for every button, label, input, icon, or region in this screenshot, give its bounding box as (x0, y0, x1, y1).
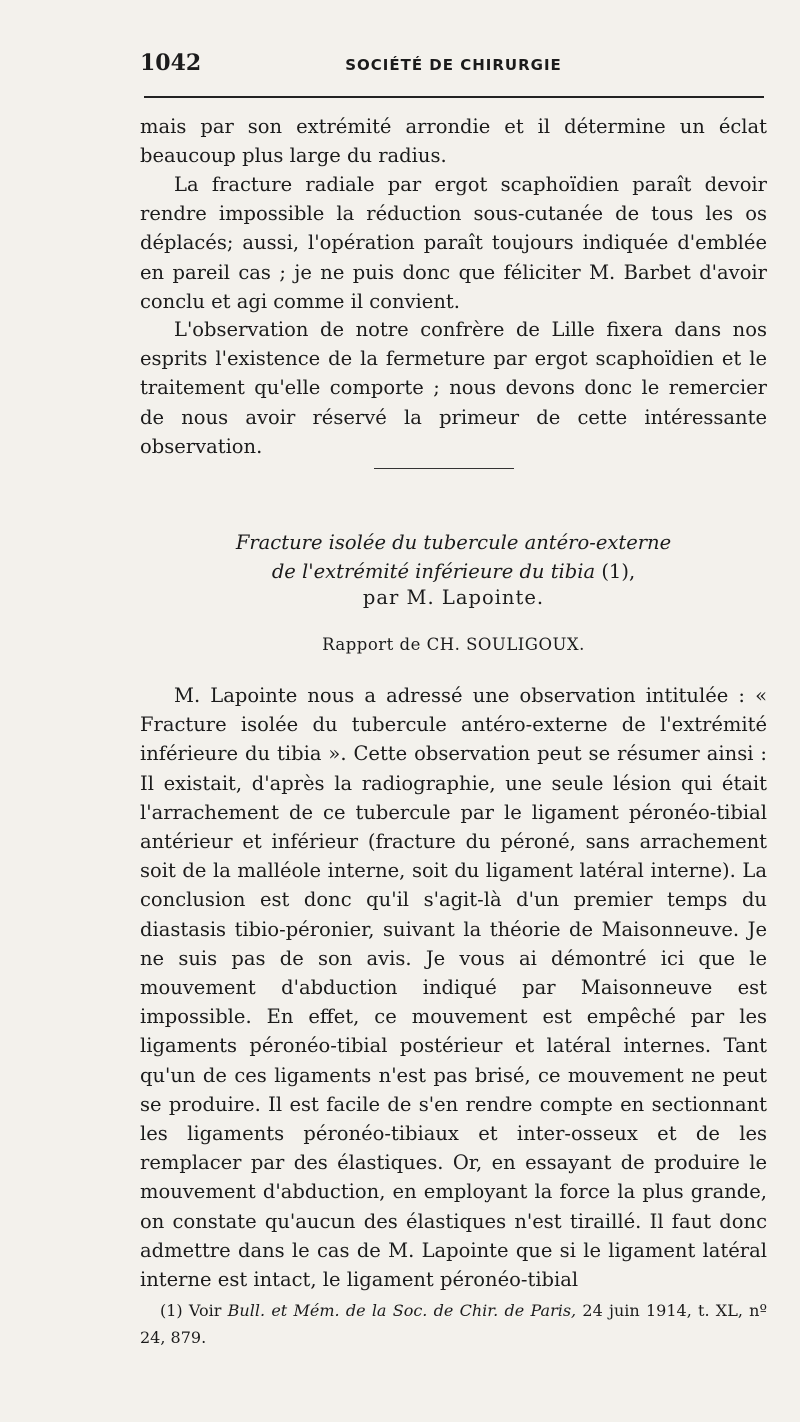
article-title (140, 528, 767, 586)
section-divider (374, 468, 514, 469)
running-head: SOCIÉTÉ DE CHIRURGIE (345, 56, 562, 74)
report-credit: Rapport de CH. SOULIGOUX. (322, 635, 585, 654)
footnote-suffix: 24 juin 1914, t. XL, nº 24, 879. (140, 1301, 768, 1347)
title-line-1: Fracture isolée du tubercule antéro-externe (235, 531, 672, 554)
article-body: M. Lapointe nous a adressé une observation intitulée : « Fracture isolée du tubercule antéro-externe de l'extrémité inférieure du tibia ». Cette observation peut se résumer ainsi : Il existait, d'après la radiographie, une seule lésion qui était l'arrachement de ce tubercule par le ligament péronéo-tibial antérieur et inférieur (fracture du péroné, sans arrachement soit de la malléole interne, soit du ligament latéral interne). La conclusion est donc qu'il s'agit-là d'un premier temps du diastasis tibio-péronier, suivant la théorie de Maisonneuve. Je ne suis pas de son avis. Je vous ai démontré ici que le mouvement d'abduction indiqué par Maisonneuve est impossible. En effet, ce mouvement est empêché par les ligaments péronéo-tibial postérieur et latéral internes. Tant qu'un de ces ligaments n'est pas brisé, ce mouvement ne peut se produire. Il est facile de s'en rendre compte en sectionnant les ligaments péronéo-tibiaux et inter-osseux et de les remplacer par des élastiques. Or, en essayant de produire le mouvement d'abduction, en employant la force la plus grande, on constate qu'aucun des élastiques n'est tiraillé. Il faut donc admettre dans le cas de M. Lapointe que si le ligament latéral interne est intact, le ligament péronéo-tibial (140, 684, 767, 1292)
page-number: 1042 (140, 50, 202, 76)
paragraph-3: L'observation de notre confrère de Lille fixera dans nos esprits l'existence de la fermeture par ergot scaphoïdien et le traitement qu'elle comporte ; nous devons donc le remercier de nous avoir réservé la primeur de cette intéressante observation. (140, 318, 767, 458)
footnote-journal: Bull. et Mém. de la Soc. de Chir. de Paris, (227, 1301, 577, 1320)
page-header (140, 44, 767, 88)
title-line-2: de l'extrémité inférieure du tibia (271, 560, 596, 583)
paragraph-2: La fracture radiale par ergot scaphoïdien paraît devoir rendre impossible la réduction sous-cutanée de tous les os déplacés; aussi, l'opération paraît toujours indiquée d'emblée en pareil cas ; je ne puis donc que féliciter M. Barbet d'avoir conclu et agi comme il convient. (140, 173, 767, 313)
byline: par M. Lapointe. (362, 586, 545, 609)
header-rule (144, 96, 764, 98)
title-note-ref: (1), (595, 560, 636, 583)
footnote-prefix: (1) Voir (160, 1301, 228, 1320)
paragraph-1: mais par son extrémité arrondie et il détermine un éclat beaucoup plus large du radius. (140, 115, 767, 168)
footnote (140, 1297, 767, 1351)
